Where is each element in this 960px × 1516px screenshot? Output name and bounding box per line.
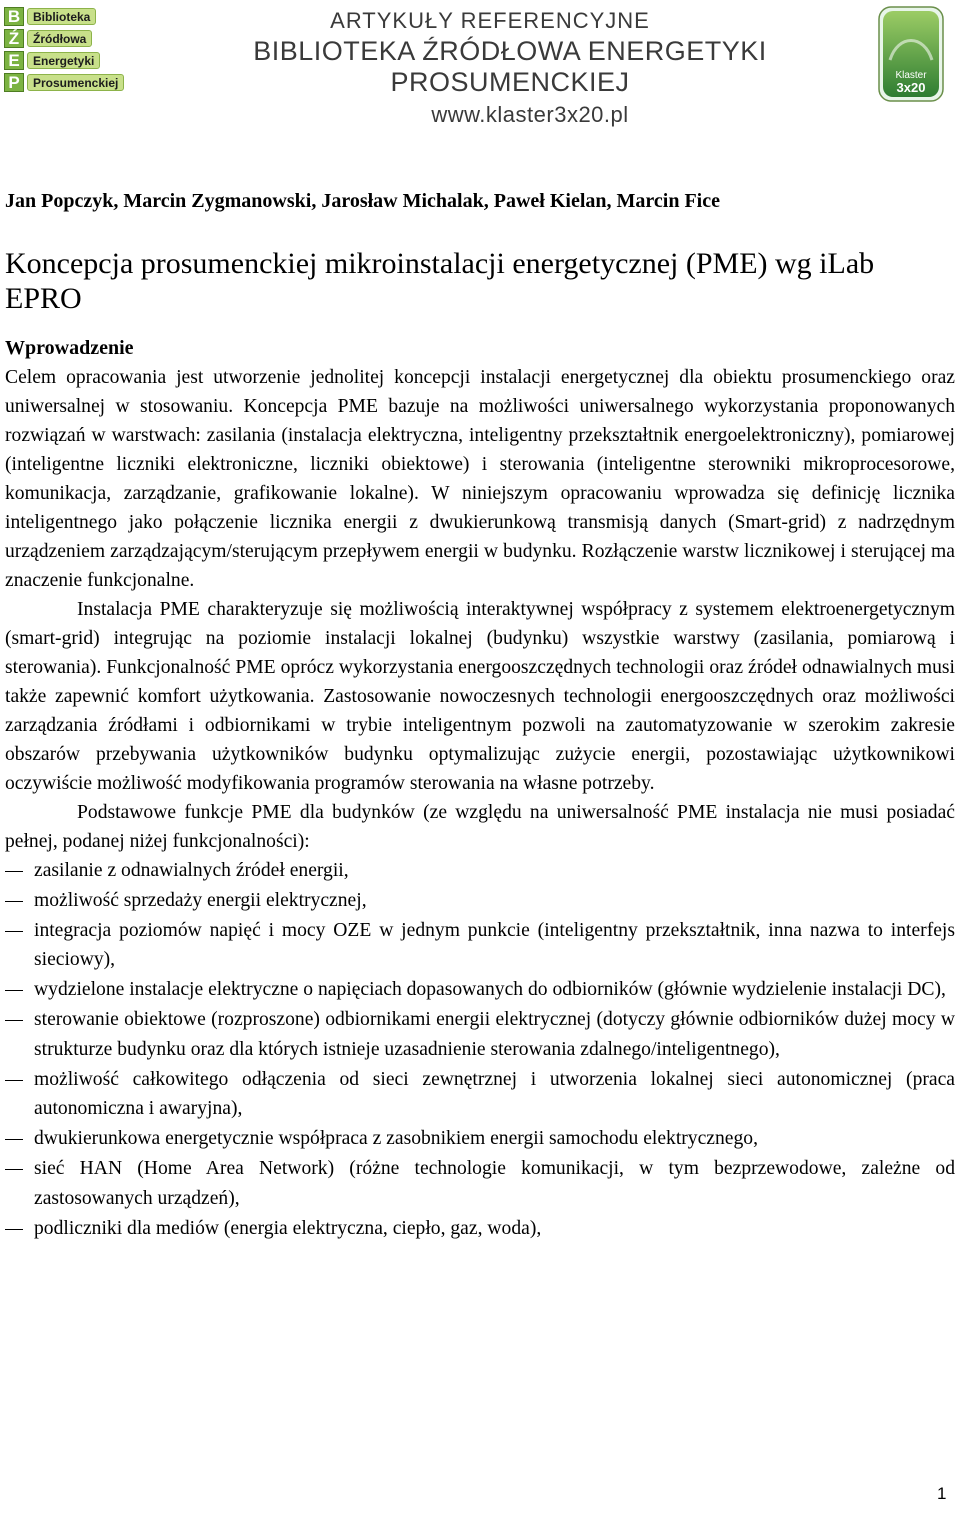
klaster-badge-icon [878,6,944,102]
klaster-badge-logo [878,6,944,102]
article-authors: Jan Popczyk, Marcin Zygmanowski, Jarosław Michalak, Paweł Kielan, Marcin Fice [5,190,720,212]
logo-word: Prosumenckiej [27,74,124,91]
logo-letter: E [4,51,24,70]
paragraph-intro: Celem opracowania jest utworzenie jednolitej koncepcji instalacji energetycznej dla obiektu prosumenckiego oraz uniwersalnej w stosowaniu. Koncepcja PME bazuje na możliwości uniwersalnego wykorzystania proponowanych rozwiązań w warstwach: zasilania (instalacja elektryczna, inteligentny przekształtnik energoelektroniczny), pomiarowej (inteligentne liczniki elektroniczne, liczniki obiektowe) i sterowania (inteligentne sterowniki mikroprocesorowe, komunikacja, zarządzanie, grafikowanie lokalne). W niniejszym opracowaniu wprowadza się definicję licznika inteligentnego jako połączenie licznika energii z dwukierunkową transmisją danych (Smart-grid) z nadrzędnym urządzeniem zarządzającym/sterującym przepływem energii w budynku. Rozłączenie warstw licznikowej i sterującej ma znaczenie funkcjonalne. [5,367,955,591]
header-series-title: ARTYKUŁY REFERENCYJNE [330,8,650,33]
list-item [5,1214,955,1244]
paragraph-pme-description: Instalacja PME charakteryzuje się możliwością interaktywnej współpracy z systemem elektroenergetycznym (smart-grid) integrując na poziomie instalacji lokalnej (budynku) wszystkie warstwy (zasilania, pomiarową i sterowania). Funkcjonalność PME oprócz wykorzystania energooszczędnych technologii oraz źródeł odnawialnych musi także zapewnić komfort użytkowania. Zastosowanie nowoczesnych technologii energooszczędnych oraz możliwości zarządzania źródłami i odbiornikami w trybie inteligentnym pozwoli na zautomatyzowanie w szerokim zakresie obszarów przebywania użytkowników budynku optymalizując zużycie energii, pozostawiając użytkownikowi oczywiście możliwość modyfikowania programów sterowania na własne potrzeby. [5,599,955,794]
list-item-text: możliwość sprzedaży energii elektrycznej, [34,889,367,911]
list-item-text: integracja poziomów napięć i mocy OZE w jednym punkcie (inteligentny przekształtnik, inna nazwa to interfejs sieciowy), [34,919,955,971]
section-heading: Wprowadzenie [5,337,134,359]
logo-row [4,50,132,71]
list-item [5,975,955,1005]
paragraph-functions-intro: Podstawowe funkcje PME dla budynków (ze względu na uniwersalność PME instalacja nie musi posiadać pełnej, podanej niżej funkcjonalności): [5,802,955,852]
page-header [0,0,960,127]
list-item-text: możliwość całkowitego odłączenia od sieci zewnętrznej i utworzenia lokalnej sieci autonomicznej (praca autonomiczna i awaryjna), [34,1068,955,1120]
header-website-link[interactable]: www.klaster3x20.pl [431,102,629,127]
logo-letter: P [4,73,24,92]
logo-row [4,72,132,93]
badge-top-text: Klaster [895,70,927,81]
list-item [5,916,955,976]
list-item [5,856,955,886]
article-content [5,186,955,1243]
logo-word: Źródłowa [27,30,92,47]
logo-letter: B [4,7,24,26]
badge-bottom-text: 3x20 [896,80,926,95]
list-item [5,1154,955,1214]
header-library-title: BIBLIOTEKA ŹRÓDŁOWA ENERGETYKI PROSUMENCKIEJ [253,36,767,97]
list-item-text: dwukierunkowa energetycznie współpraca z zasobnikiem energii samochodu elektrycznego, [34,1128,758,1150]
list-item-text: wydzielone instalacje elektryczne o napięciach dopasowanych do odbiorników (głównie wydzielenie instalacji DC), [34,979,946,1001]
logo-word: Energetyki [27,52,100,69]
list-item-text: sterowanie obiektowe (rozproszone) odbiornikami energii elektrycznej (dotyczy głównie odbiorników dużej mocy w strukturze budynku oraz dla których istnieje uzasadnienie sterowania zdalnego/inteligentnego), [34,1008,955,1060]
list-item [5,1124,955,1154]
page-number: 1 [937,1484,947,1503]
list-item-text: zasilanie z odnawialnych źródeł energii, [34,860,349,881]
article-title: Koncepcja prosumenckiej mikroinstalacji energetycznej (PME) wg iLab EPRO [5,247,875,315]
list-item [5,1065,955,1125]
header-title-block [150,8,870,128]
list-item-text: sieć HAN (Home Area Network) (różne technologie komunikacji, w tym bezprzewodowe, zależne od zastosowanych urządzeń), [34,1157,955,1209]
list-item [5,1005,955,1065]
functions-list [5,856,955,1243]
list-item-text: podliczniki dla mediów (energia elektryczna, ciepło, gaz, woda), [34,1217,542,1239]
list-item [5,886,955,916]
logo-word: Biblioteka [27,8,96,25]
logo-letter: Ź [4,29,24,48]
